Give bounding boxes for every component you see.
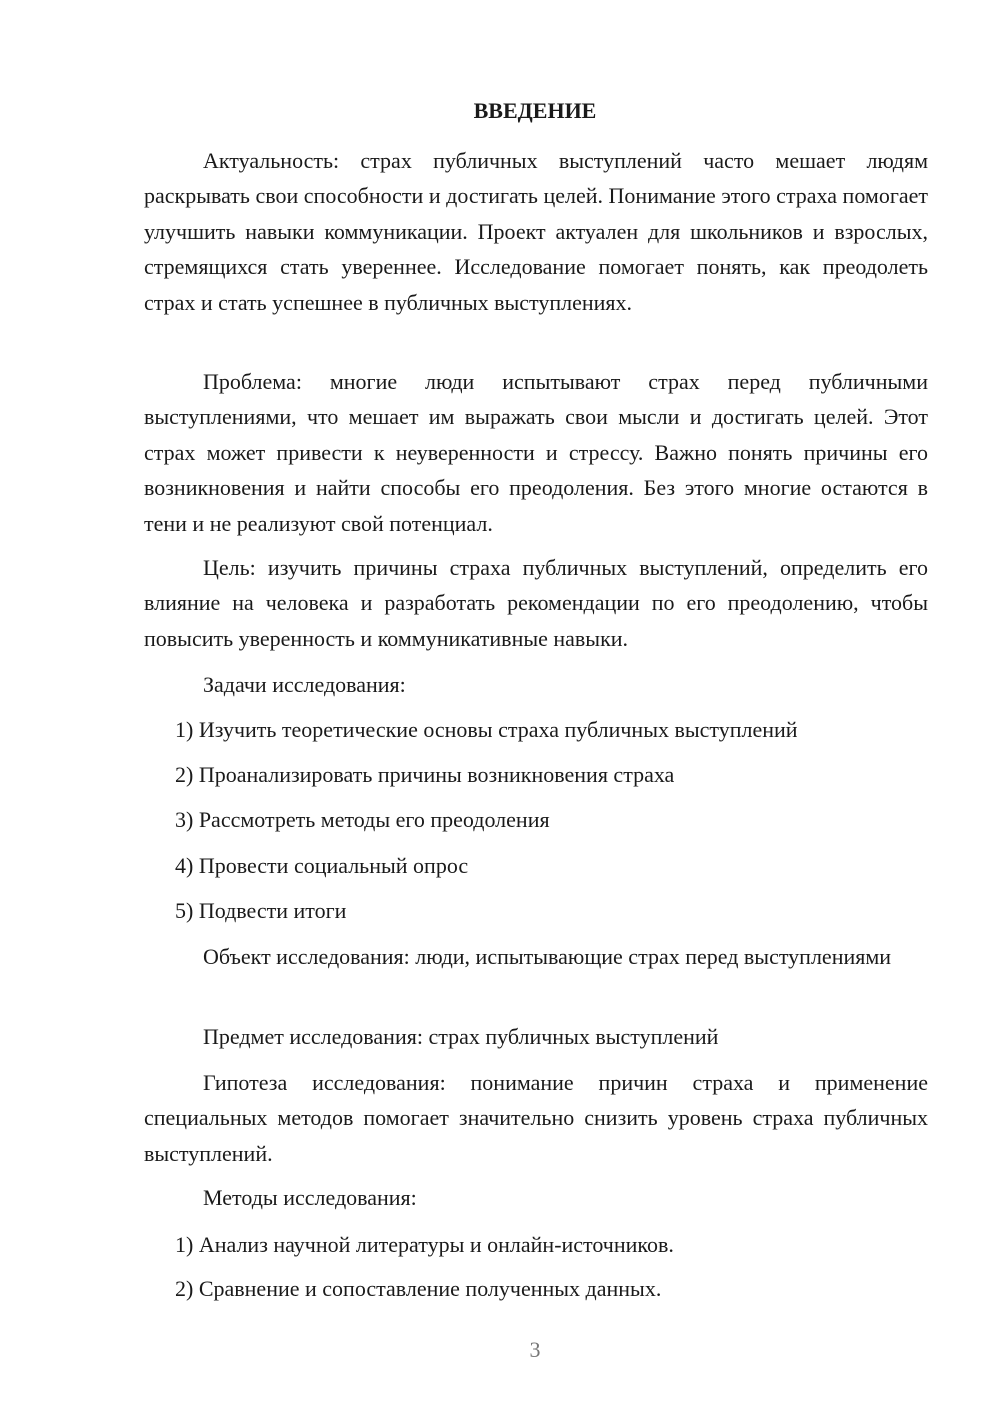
method-item: 2) Сравнение и сопоставление полученных данных. [175,1276,662,1301]
relevance-paragraph: Актуальность: страх публичных выступлений часто мешает людям раскрывать свои способности и достигать целей. Понимание этого страха помогает улучшить навыки коммуникации. Проект актуален для школьников и взрослых, стремящихся стать увереннее. Исследование помогает понять, как преодолеть страх и стать успешнее в публичных выступлениях. [144,148,928,315]
method-item: 1) Анализ научной литературы и онлайн-источников. [175,1232,674,1257]
hypothesis-paragraph: Гипотеза исследования: понимание причин страха и применение специальных методов помогает значительно снизить уровень страха публичных выступлений. [144,1070,928,1166]
task-item: 4) Провести социальный опрос [175,853,469,878]
problem-paragraph: Проблема: многие люди испытывают страх перед публичными выступлениями, что мешает им выражать свои мысли и достигать целей. Этот страх может привести к неуверенности и стрессу. Важно понять причины его возникновения и найти способы его преодоления. Без этого многие остаются в тени и не реализуют свой потенциал. [144,369,928,536]
goal-paragraph: Цель: изучить причины страха публичных выступлений, определить его влияние на человека и разработать рекомендации по его преодолению, чтобы повысить уверенность и коммуникативные навыки. [144,555,928,651]
task-item: 5) Подвести итоги [175,898,347,923]
page-number: 3 [529,1337,541,1362]
object-paragraph: Объект исследования: люди, испытывающие страх перед выступлениями [203,944,892,969]
task-item: 2) Проанализировать причины возникновения страха [175,762,675,787]
methods-heading: Методы исследования: [203,1185,417,1210]
subject-line: Предмет исследования: страх публичных выступлений [203,1024,719,1049]
tasks-heading: Задачи исследования: [203,672,406,697]
task-item: 1) Изучить теоретические основы страха публичных выступлений [175,717,798,742]
section-title: ВВЕДЕНИЕ [473,98,597,123]
task-item: 3) Рассмотреть методы его преодоления [175,807,550,832]
